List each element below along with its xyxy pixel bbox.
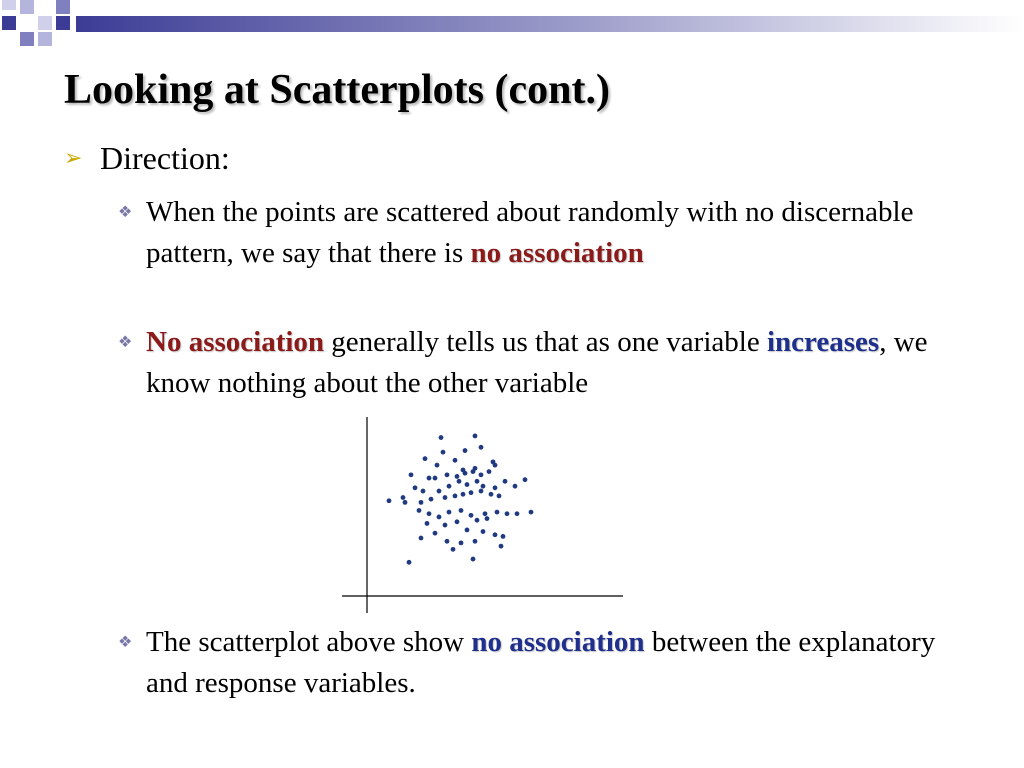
scatter-point-23: [523, 477, 528, 482]
scatter-point-27: [447, 484, 452, 489]
scatter-point-1: [473, 434, 478, 439]
scatter-point-58: [455, 519, 460, 524]
scatter-point-63: [481, 529, 486, 534]
scatter-point-43: [489, 492, 494, 497]
scatter-point-35: [403, 500, 408, 505]
scatter-point-15: [445, 472, 450, 477]
scatter-point-31: [481, 484, 486, 489]
scatter-point-22: [513, 484, 518, 489]
scatter-point-19: [479, 472, 484, 477]
scatter-point-41: [469, 490, 474, 495]
scatter-point-25: [421, 489, 426, 494]
sub2-emphasis-2: increases: [766, 326, 880, 358]
scatter-point-64: [493, 532, 498, 537]
scatter-point-3: [463, 448, 468, 453]
sub3-text-1: The scatterplot above show: [146, 626, 472, 658]
sub-bullet-2: [118, 322, 958, 404]
sub-bullet-3-text: [146, 622, 958, 704]
scatter-point-33: [387, 498, 392, 503]
arrow-bullet-icon: ➢: [64, 145, 83, 170]
scatter-points: [387, 434, 534, 565]
scatter-point-65: [419, 536, 424, 541]
scatter-point-24: [413, 485, 418, 490]
scatter-point-50: [469, 513, 474, 518]
scatter-point-55: [529, 510, 534, 515]
scatter-point-36: [419, 500, 424, 505]
scatter-point-46: [427, 511, 432, 516]
scatter-point-52: [495, 510, 500, 515]
scatterplot: [340, 415, 625, 615]
scatter-point-72: [499, 544, 504, 549]
scatter-point-20: [487, 469, 492, 474]
scatter-point-5: [423, 456, 428, 461]
diamond-bullet-icon: ❖: [118, 204, 133, 221]
scatter-point-6: [435, 463, 440, 468]
scatter-point-69: [473, 539, 478, 544]
sub-bullet-3: [118, 622, 958, 704]
scatter-point-56: [425, 521, 430, 526]
scatter-point-59: [475, 518, 480, 523]
sub3-text-2: between the explanatory and response variables.: [146, 626, 936, 699]
scatter-point-21: [503, 479, 508, 484]
scatter-point-57: [443, 523, 448, 528]
scatter-point-54: [515, 511, 520, 516]
sub2-emphasis-1: No association: [146, 326, 325, 358]
bullet-direction: [64, 140, 230, 177]
scatter-point-16: [455, 474, 460, 479]
sub-bullet-2-text: [146, 322, 958, 404]
scatter-point-61: [433, 531, 438, 536]
scatter-point-38: [443, 495, 448, 500]
bullet-direction-label: Direction:: [100, 140, 230, 176]
sub3-emphasis: no association: [471, 626, 645, 658]
scatter-point-40: [461, 492, 466, 497]
scatter-point-53: [505, 511, 510, 516]
scatter-point-7: [453, 458, 458, 463]
scatter-point-45: [417, 508, 422, 513]
scatter-point-44: [497, 494, 502, 499]
scatter-point-39: [453, 494, 458, 499]
sub2-text-1: generally tells us that as one variable: [324, 326, 767, 358]
scatter-point-28: [457, 479, 462, 484]
sub1-emphasis: no association: [470, 237, 644, 269]
sub-bullet-1-text: [146, 192, 958, 274]
scatter-point-12: [409, 472, 414, 477]
scatter-point-51: [483, 511, 488, 516]
slide-title: Looking at Scatterplots (cont.): [64, 67, 610, 113]
header-decoration: [0, 0, 1024, 60]
scatter-point-73: [501, 534, 506, 539]
scatter-point-67: [459, 540, 464, 545]
sub-bullet-1: [118, 192, 958, 274]
scatter-point-4: [441, 450, 446, 455]
scatter-point-34: [401, 495, 406, 500]
scatter-point-62: [465, 528, 470, 533]
sub1-text: When the points are scattered about randomly with no discernable pattern, we say that there is: [146, 196, 914, 269]
scatter-point-18: [471, 469, 476, 474]
scatter-point-0: [439, 435, 444, 440]
scatter-point-29: [465, 482, 470, 487]
sub2-text-2: , we know nothing about the other variable: [146, 326, 928, 399]
scatter-point-26: [437, 489, 442, 494]
scatter-point-49: [459, 508, 464, 513]
scatter-point-60: [485, 516, 490, 521]
scatter-point-14: [433, 476, 438, 481]
scatter-point-37: [429, 497, 434, 502]
scatter-point-68: [451, 547, 456, 552]
scatter-point-48: [447, 510, 452, 515]
scatter-point-13: [427, 476, 432, 481]
scatter-point-11: [493, 463, 498, 468]
scatter-point-2: [479, 445, 484, 450]
scatter-point-47: [437, 515, 442, 520]
scatter-point-66: [445, 539, 450, 544]
diamond-bullet-icon: ❖: [118, 334, 133, 351]
scatter-point-32: [493, 485, 498, 490]
scatter-point-42: [479, 489, 484, 494]
scatter-point-30: [475, 479, 480, 484]
scatter-point-71: [471, 557, 476, 562]
diamond-bullet-icon: ❖: [118, 634, 133, 651]
scatter-point-17: [463, 471, 468, 476]
scatter-point-70: [407, 560, 412, 565]
